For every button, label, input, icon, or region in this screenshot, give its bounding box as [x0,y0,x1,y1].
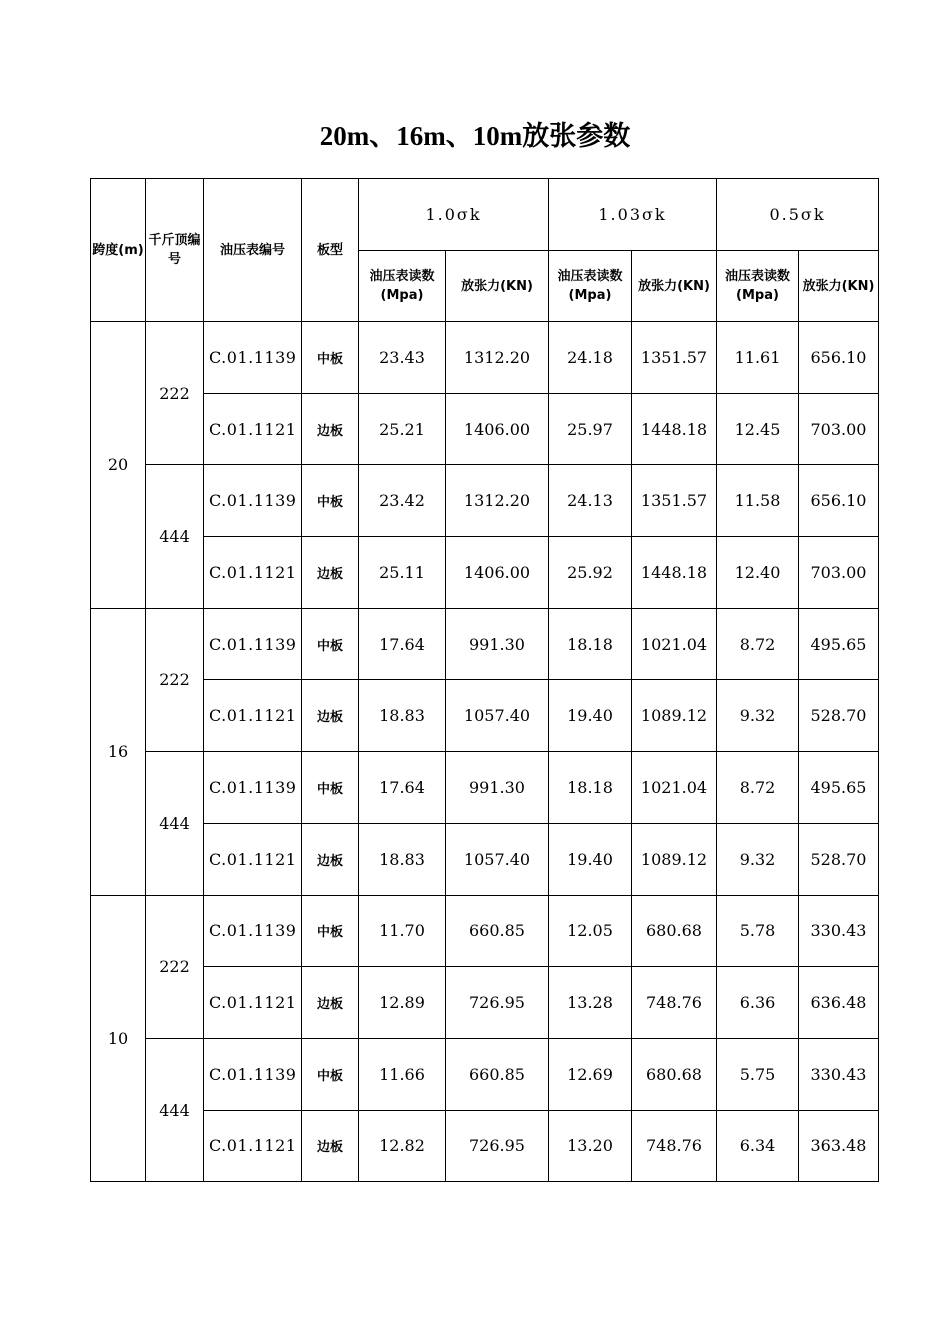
g3-reading-cell: 6.34 [717,1110,799,1182]
g1-reading-cell: 17.64 [359,752,446,824]
plate-cell: 中板 [302,752,359,824]
g1-force-cell: 991.30 [446,608,549,680]
g1-reading-cell: 23.42 [359,465,446,537]
g3-force-cell: 703.00 [799,393,879,465]
table-row [91,322,879,394]
g1-reading-cell: 25.21 [359,393,446,465]
gauge-cell: C.01.1139 [204,1038,302,1110]
table-row [91,608,879,680]
header-jack: 千斤顶编号 [146,179,204,322]
plate-cell: 中板 [302,465,359,537]
g1-reading-cell: 11.66 [359,1038,446,1110]
g2-force-cell: 1448.18 [632,393,717,465]
g3-force-cell: 528.70 [799,823,879,895]
g2-reading-cell: 19.40 [549,823,632,895]
plate-cell: 边板 [302,680,359,752]
table-row [91,537,879,609]
plate-cell: 边板 [302,823,359,895]
g1-reading-cell: 18.83 [359,680,446,752]
g1-force-cell: 1406.00 [446,393,549,465]
g3-reading-cell: 9.32 [717,680,799,752]
span-cell: 16 [91,608,146,895]
g3-force-cell: 363.48 [799,1110,879,1182]
plate-cell: 边板 [302,967,359,1039]
gauge-cell: C.01.1139 [204,608,302,680]
plate-cell: 边板 [302,537,359,609]
g3-reading-cell: 11.58 [717,465,799,537]
table-row [91,1038,879,1110]
g3-reading-cell: 9.32 [717,823,799,895]
g1-force-cell: 660.85 [446,895,549,967]
span-cell: 10 [91,895,146,1182]
gauge-cell: C.01.1139 [204,752,302,824]
g2-force-cell: 1089.12 [632,680,717,752]
table-body [91,322,879,1182]
g1-force-cell: 726.95 [446,1110,549,1182]
g1-force-cell: 660.85 [446,1038,549,1110]
g3-force-cell: 495.65 [799,752,879,824]
jack-cell: 444 [146,1038,204,1181]
g2-force-cell: 748.76 [632,967,717,1039]
g1-force-cell: 1057.40 [446,823,549,895]
g3-force-cell: 330.43 [799,895,879,967]
gauge-cell: C.01.1121 [204,967,302,1039]
jack-cell: 444 [146,752,204,895]
table-row [91,680,879,752]
g2-force-cell: 1351.57 [632,322,717,394]
gauge-cell: C.01.1121 [204,823,302,895]
header-g3-force: 放张力(KN) [799,251,879,322]
gauge-cell: C.01.1139 [204,895,302,967]
g2-reading-cell: 19.40 [549,680,632,752]
table-row [91,393,879,465]
g3-force-cell: 330.43 [799,1038,879,1110]
header-plate: 板型 [302,179,359,322]
g1-force-cell: 1406.00 [446,537,549,609]
g1-reading-cell: 12.82 [359,1110,446,1182]
g1-reading-cell: 23.43 [359,322,446,394]
g2-reading-cell: 24.18 [549,322,632,394]
g3-reading-cell: 6.36 [717,967,799,1039]
g2-force-cell: 1351.57 [632,465,717,537]
header-g2-reading: 油压表读数(Mpa) [549,251,632,322]
jack-cell: 222 [146,895,204,1038]
g3-force-cell: 656.10 [799,322,879,394]
g2-reading-cell: 18.18 [549,608,632,680]
gauge-cell: C.01.1139 [204,322,302,394]
g2-reading-cell: 12.05 [549,895,632,967]
table-row [91,1110,879,1182]
span-cell: 20 [91,322,146,609]
plate-cell: 中板 [302,322,359,394]
header-gauge: 油压表编号 [204,179,302,322]
jack-cell: 444 [146,465,204,608]
g2-reading-cell: 25.97 [549,393,632,465]
table-row [91,895,879,967]
header-g3-reading: 油压表读数(Mpa) [717,251,799,322]
g2-force-cell: 1021.04 [632,752,717,824]
jack-cell: 222 [146,608,204,751]
g3-force-cell: 528.70 [799,680,879,752]
g2-reading-cell: 24.13 [549,465,632,537]
g1-force-cell: 1312.20 [446,322,549,394]
plate-cell: 中板 [302,895,359,967]
gauge-cell: C.01.1121 [204,393,302,465]
g3-reading-cell: 5.75 [717,1038,799,1110]
header-group-3: 0.5σk [717,179,879,251]
g3-force-cell: 495.65 [799,608,879,680]
table-row [91,823,879,895]
g2-force-cell: 1448.18 [632,537,717,609]
g3-reading-cell: 12.45 [717,393,799,465]
g2-reading-cell: 25.92 [549,537,632,609]
header-g1-force: 放张力(KN) [446,251,549,322]
header-group-1: 1.0σk [359,179,549,251]
g2-reading-cell: 13.28 [549,967,632,1039]
g1-force-cell: 726.95 [446,967,549,1039]
jack-cell: 222 [146,322,204,465]
gauge-cell: C.01.1121 [204,537,302,609]
table-row [91,752,879,824]
g2-force-cell: 1021.04 [632,608,717,680]
g2-reading-cell: 12.69 [549,1038,632,1110]
table-row [91,967,879,1039]
plate-cell: 边板 [302,1110,359,1182]
g3-reading-cell: 8.72 [717,608,799,680]
g3-force-cell: 656.10 [799,465,879,537]
g2-force-cell: 1089.12 [632,823,717,895]
header-span: 跨度(m) [91,179,146,322]
g2-force-cell: 680.68 [632,895,717,967]
release-parameter-table [90,178,879,1182]
g1-force-cell: 991.30 [446,752,549,824]
g1-reading-cell: 18.83 [359,823,446,895]
g2-force-cell: 748.76 [632,1110,717,1182]
page-title: 20m、16m、10m放张参数 [319,121,631,151]
g1-force-cell: 1312.20 [446,465,549,537]
g3-reading-cell: 12.40 [717,537,799,609]
g1-reading-cell: 12.89 [359,967,446,1039]
g1-reading-cell: 17.64 [359,608,446,680]
plate-cell: 中板 [302,608,359,680]
header-g1-reading: 油压表读数(Mpa) [359,251,446,322]
plate-cell: 中板 [302,1038,359,1110]
gauge-cell: C.01.1121 [204,1110,302,1182]
g2-reading-cell: 18.18 [549,752,632,824]
g1-force-cell: 1057.40 [446,680,549,752]
gauge-cell: C.01.1139 [204,465,302,537]
table-row [91,465,879,537]
header-g2-force: 放张力(KN) [632,251,717,322]
g2-force-cell: 680.68 [632,1038,717,1110]
plate-cell: 边板 [302,393,359,465]
gauge-cell: C.01.1121 [204,680,302,752]
g2-reading-cell: 13.20 [549,1110,632,1182]
g1-reading-cell: 25.11 [359,537,446,609]
g1-reading-cell: 11.70 [359,895,446,967]
g3-reading-cell: 5.78 [717,895,799,967]
header-group-2: 1.03σk [549,179,717,251]
g3-reading-cell: 11.61 [717,322,799,394]
g3-reading-cell: 8.72 [717,752,799,824]
g3-force-cell: 703.00 [799,537,879,609]
g3-force-cell: 636.48 [799,967,879,1039]
